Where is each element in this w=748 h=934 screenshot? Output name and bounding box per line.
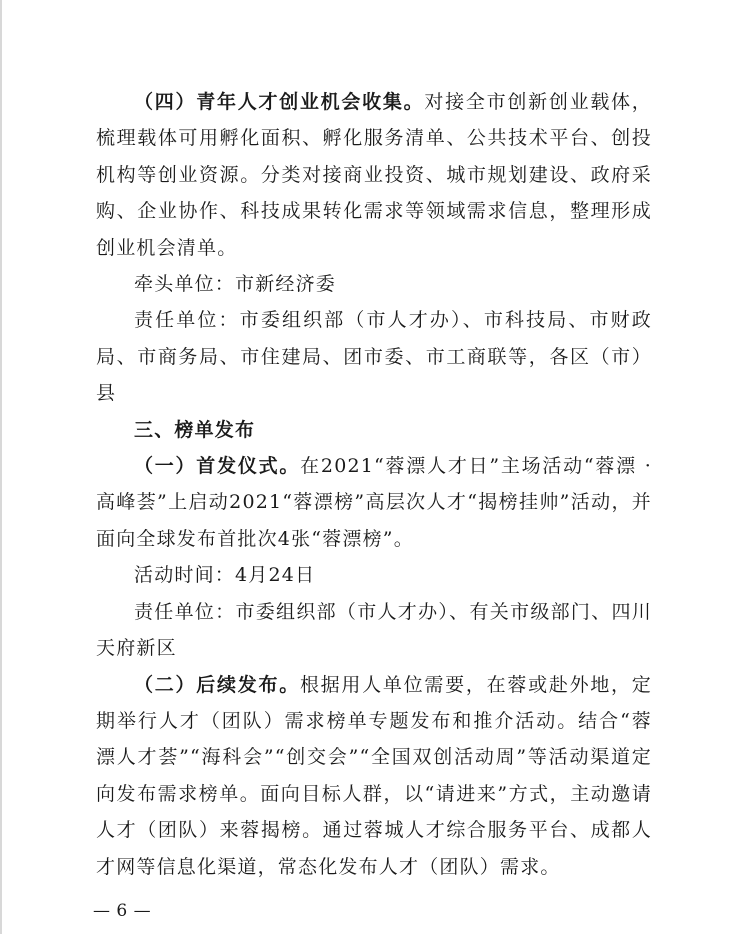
- responsible-units: 责任单位：市委组织部（市人才办）、市科技局、市财政局、市商务局、市住建局、团市委、市工商联等，各区（市）县: [96, 309, 652, 405]
- page-number: — 6 —: [93, 901, 152, 921]
- paragraph-lead: （一）首发仪式。: [134, 455, 301, 478]
- paragraph-text: 在2021“蓉漂人才日”主场活动“蓉漂 ·高峰荟”上启动2021“蓉漂榜”高层次人才“揭榜挂帅”活动，并面向全球发布首批次4张“蓉漂榜”。: [96, 455, 652, 550]
- page-edge: [0, 0, 2, 934]
- paragraph-launch-ceremony: [96, 448, 652, 557]
- paragraph-lead: （二）后续发布。: [134, 673, 300, 696]
- paragraph-text: 对接全市创新创业载体，梳理载体可用孵化面积、孵化服务清单、公共技术平台、创投机构等创业资源。分类对接商业投资、城市规划建设、政府采购、企业协作、科技成果转化需求等领域需求信息，整理形成创业机会清单。: [96, 91, 653, 259]
- responsible-units: 责任单位：市委组织部（市人才办）、有关市级部门、四川天府新区: [96, 600, 652, 660]
- paragraph-follow-up-release: [96, 667, 652, 885]
- paragraph-youth-venture: [96, 84, 652, 266]
- event-time: 活动时间：4月24日: [134, 564, 316, 587]
- lead-unit: 牵头单位：市新经济委: [134, 273, 337, 296]
- paragraph-text: 根据用人单位需要，在蓉或赴外地，定期举行人才（团队）需求榜单专题发布和推介活动。结合“蓉漂人才荟”“海科会”“创交会”“全国双创活动周”等活动渠道定向发布需求榜单。面向目标人群，以“请进来”方式，主动邀请人才（团队）来蓉揭榜。通过蓉城人才综合服务平台、成都人才网等信息化渠道，常态化发布人才（团队）需求。: [96, 673, 652, 878]
- document-body: [96, 84, 652, 885]
- section-heading: 三、榜单发布: [134, 418, 256, 441]
- paragraph-lead: （四）青年人才创业机会收集。: [134, 91, 425, 113]
